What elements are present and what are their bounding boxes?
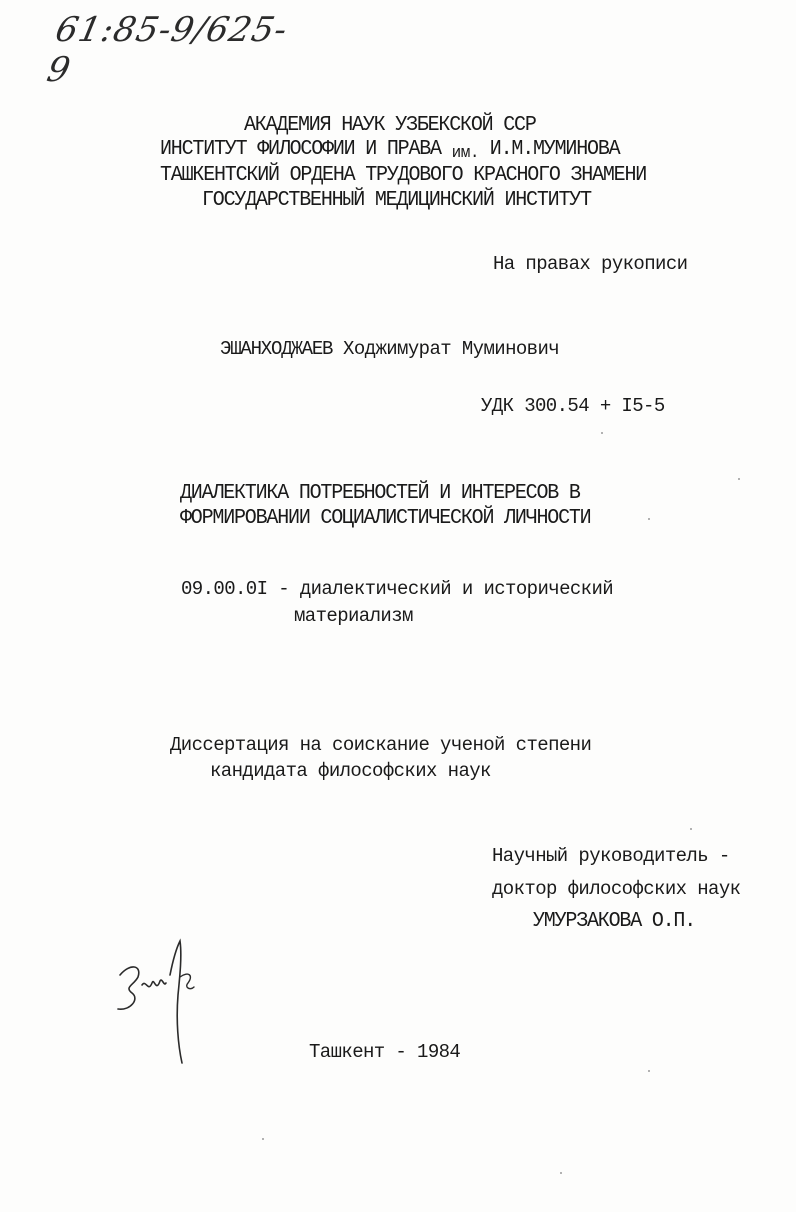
institution-line-1: АКАДЕМИЯ НАУК УЗБЕКСКОЙ ССР (244, 113, 536, 138)
paper-speck (601, 432, 603, 434)
author-surname: ЭШАНХОДЖАЕВ (220, 338, 333, 360)
signature-icon (108, 935, 218, 1070)
institution-line-2 (160, 137, 619, 162)
handwritten-signature (108, 935, 218, 1070)
institution-line-2-im: им. (451, 143, 479, 163)
specialty-line-2: материализм (294, 605, 413, 627)
city-and-year: Ташкент - 1984 (309, 1041, 461, 1063)
handwritten-archive-code (43, 10, 292, 90)
paper-speck (648, 1070, 650, 1072)
paper-speck (648, 518, 650, 520)
advisor-line-3: УМУРЗАКОВА О.П. (533, 909, 696, 934)
paper-speck (262, 1138, 264, 1140)
institution-line-2-pre: ИНСТИТУТ ФИЛОСОФИИ И ПРАВА (160, 137, 441, 162)
paper-speck (738, 478, 740, 480)
specialty-line-1: 09.00.0I - диалектический и исторический (181, 578, 614, 600)
paper-speck (560, 1172, 562, 1174)
advisor-line-1: Научный руководитель - (492, 845, 730, 867)
title-line-2: ФОРМИРОВАНИИ СОЦИАЛИСТИЧЕСКОЙ ЛИЧНОСТИ (180, 506, 591, 531)
author-given-names: Ходжимурат Муминович (343, 338, 560, 360)
udk-code: УДК 300.54 + I5-5 (481, 395, 665, 417)
paper-speck (690, 828, 692, 830)
handwritten-code-text: 61:85-9/625-9 (43, 10, 292, 90)
advisor-line-2: доктор философских наук (492, 878, 741, 900)
institution-line-3: ТАШКЕНТСКИЙ ОРДЕНА ТРУДОВОГО КРАСНОГО ЗНАМЕНИ (160, 163, 647, 188)
author-name (220, 337, 559, 361)
dissertation-line-2: кандидата философских наук (210, 760, 491, 782)
institution-line-4: ГОСУДАРСТВЕННЫЙ МЕДИЦИНСКИЙ ИНСТИТУТ (202, 188, 591, 213)
manuscript-rights: На правах рукописи (493, 253, 688, 275)
institution-line-2-post: И.М.МУМИНОВА (489, 137, 620, 162)
title-line-1: ДИАЛЕКТИКА ПОТРЕБНОСТЕЙ И ИНТЕРЕСОВ В (180, 481, 580, 506)
dissertation-line-1: Диссертация на соискание ученой степени (170, 734, 592, 756)
